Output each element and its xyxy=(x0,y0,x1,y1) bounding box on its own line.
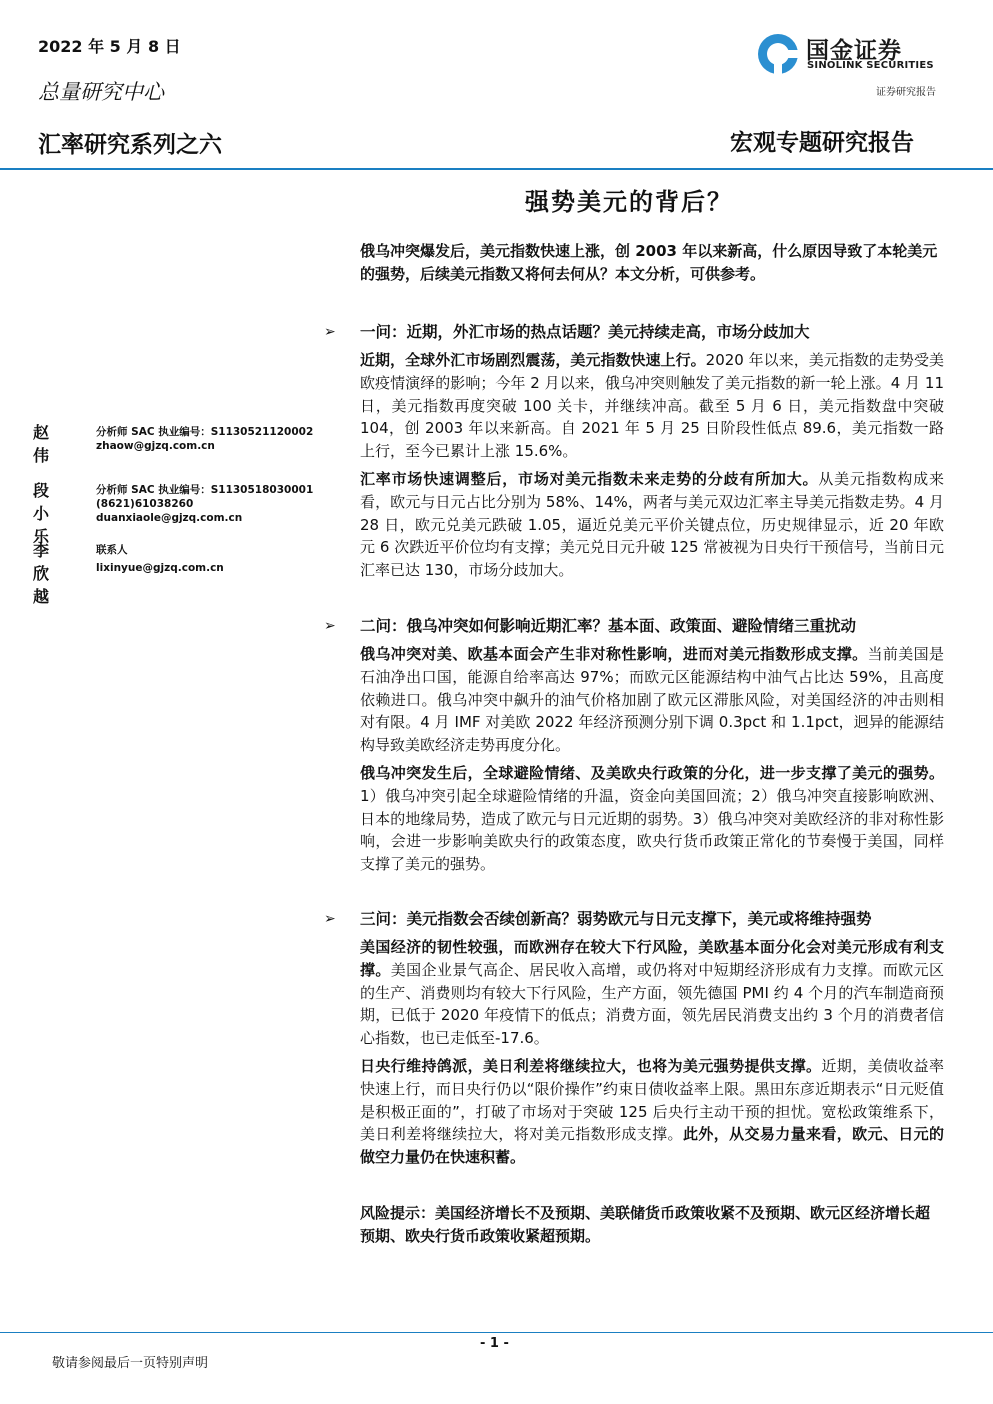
bullet-arrow-icon: ➢ xyxy=(324,324,336,340)
paragraph-body: 当前美国是石油净出口国，能源自给率高达 97%；而欧元区能源结构中油气占比达 59%，且高度依赖进口。俄乌冲突中飙升的油气价格加剧了欧元区滞胀风险，对美国经济的冲击则相对有限。4 月 IMF 对美欧 2022 年经济预测分别下调 0.3pct 和 1.1pct，迥异的能源结构导致美欧经济走势再度分化。 xyxy=(360,645,944,755)
paragraph xyxy=(360,1055,944,1169)
paragraph xyxy=(360,936,944,1050)
logo-mark-icon xyxy=(756,32,800,76)
analyst-info xyxy=(96,425,313,453)
section-heading-text: 二问：俄乌冲突如何影响近期汇率？基本面、政策面、避险情绪三重扰动 xyxy=(360,617,857,635)
paragraph-lead: 汇率市场快速调整后，市场对美元指数未来走势的分歧有所加大。 xyxy=(360,469,819,488)
analyst-email[interactable]: duanxiaole@gjzq.com.cn xyxy=(96,512,243,524)
paragraph-body: 近期，美债收益率快速上行，而日央行仍以“限价操作”约束日债收益率上限。黑田东彦近期表示“日元贬值是积极正面的”，打破了市场对于突破 125 后央行主动干预的担忧。宽松政策维系下，美日利差将继续拉大，将对美元指数形成支撑。 xyxy=(360,1056,944,1144)
analyst-name: 段小乐 xyxy=(33,481,50,546)
report-category: 证券研究报告 xyxy=(876,87,936,98)
analyst-email[interactable]: zhaow@gjzq.com.cn xyxy=(96,440,215,452)
paragraph-lead: 美国经济的韧性较强，而欧洲存在较大下行风险，美欧基本面分化会对美元形成有利支撑。 xyxy=(360,938,944,979)
paragraph-body: 从美元指数构成来看，欧元与日元占比分别为 58%、14%，两者与美元双边汇率主导美元指数走势。4 月 28 日，欧元兑美元跌破 1.05，逼近兑美元平价关键点位，历史规律显示，近 20 年欧元 6 次跌近平价位均有支撑；美元兑日元升破 125 常被视为日央行干预信号，当前日元汇率已达 130，市场分歧加大。 xyxy=(360,469,944,580)
paragraph xyxy=(360,762,944,876)
analyst-name: 李欣越 xyxy=(33,541,50,606)
paragraph-body: 1）俄乌冲突引起全球避险情绪的升温，资金向美国回流；2）俄乌冲突直接影响欧洲、日本的地缘局势，造成了欧元与日元近期的弱势。3）俄乌冲突对美欧经济的非对称性影响，会进一步影响美欧央行的政策态度，欧央行货币政策正常化的节奏慢于美国，同样支撑了美元的强势。 xyxy=(360,786,944,874)
page-number: - 1 - xyxy=(480,1336,509,1351)
paragraph-body: 2020 年以来，美元指数的走势受美欧疫情演绎的影响；今年 2 月以来，俄乌冲突则触发了美元指数的新一轮上涨。4 月 11 日，美元指数再度突破 100 关卡，并继续冲高。截至 5 月 6 日，美元指数盘中突破 104，创 2003 年以来新高。自 2021 年 5 月 25 日阶段性低点 89.6，美元指数一路上行，至今已累计上涨 15.6%。 xyxy=(360,351,944,461)
analyst-role: 联系人 xyxy=(96,544,128,556)
section-3 xyxy=(324,907,944,1169)
research-center: 总量研究中心 xyxy=(38,80,164,104)
paragraph-body: 美国企业景气高企、居民收入高增，或仍将对中短期经济形成有力支撑。而欧元区的生产、消费则均有较大下行风险，生产方面，领先德国 PMI 约 4 个月的汽车制造商预期，已低于 2020 年疫情下的低点；消费方面，领先居民消费支出约 3 个月的消费者信心指数，也已走低至-17.6。 xyxy=(360,960,944,1048)
bullet-arrow-icon: ➢ xyxy=(324,618,336,634)
section-heading xyxy=(324,907,944,931)
logo-chinese: 国金证券 xyxy=(806,38,902,64)
bullet-arrow-icon: ➢ xyxy=(324,911,336,927)
paragraph-lead: 俄乌冲突发生后，全球避险情绪、及美欧央行政策的分化，进一步支撑了美元的强势。 xyxy=(360,763,944,782)
analyst-name: 赵伟 xyxy=(33,423,50,465)
page-title: 强势美元的背后？ xyxy=(525,187,733,216)
paragraph xyxy=(360,643,944,757)
report-date: 2022 年 5 月 8 日 xyxy=(38,37,181,56)
paragraph xyxy=(360,468,944,582)
analyst-info xyxy=(96,483,313,525)
paragraph-lead: 俄乌冲突对美、欧基本面会产生非对称性影响，进而对美元指数形成支撑。 xyxy=(360,645,868,663)
paragraph xyxy=(360,349,944,463)
footer-divider xyxy=(0,1332,993,1333)
section-heading xyxy=(324,320,944,344)
section-heading xyxy=(324,614,944,638)
paragraph-lead: 近期，全球外汇市场剧烈震荡，美元指数快速上行。 xyxy=(360,351,706,369)
company-logo xyxy=(756,32,956,76)
disclaimer-note: 敬请参阅最后一页特别声明 xyxy=(52,1356,209,1371)
section-heading-text: 一问：近期，外汇市场的热点话题？美元持续走高，市场分歧加大 xyxy=(360,323,810,341)
analyst-email[interactable]: lixinyue@gjzq.com.cn xyxy=(96,562,224,574)
paragraph-tail: 此外，从交易力量来看，欧元、日元的做空力量仍在快速积蓄。 xyxy=(360,1125,944,1167)
section-1 xyxy=(324,320,944,582)
header-divider xyxy=(0,168,993,170)
section-2 xyxy=(324,614,944,876)
analyst-phone: (8621)61038260 xyxy=(96,498,194,510)
report-series: 汇率研究系列之六 xyxy=(38,132,222,158)
intro-paragraph: 俄乌冲突爆发后，美元指数快速上涨，创 2003 年以来新高，什么原因导致了本轮美元的强势，后续美元指数又将何去何从？本文分析，可供参考。 xyxy=(360,242,938,283)
report-type: 宏观专题研究报告 xyxy=(730,129,914,156)
section-heading-text: 三问：美元指数会否续创新高？弱势欧元与日元支撑下，美元或将维持强势 xyxy=(360,910,872,928)
logo-english: SINOLINK SECURITIES xyxy=(807,60,934,71)
analyst-cert: 分析师 SAC 执业编号：S1130518030001 xyxy=(96,484,314,496)
paragraph-lead: 日央行维持鸽派，美日利差将继续拉大，也将为美元强势提供支撑。 xyxy=(360,1056,822,1075)
analyst-cert: 分析师 SAC 执业编号：S1130521120002 xyxy=(96,426,314,438)
risk-warning: 风险提示：美国经济增长不及预期、美联储货币政策收紧不及预期、欧元区经济增长超预期、欧央行货币政策收紧超预期。 xyxy=(360,1204,931,1245)
analyst-info xyxy=(96,543,224,575)
